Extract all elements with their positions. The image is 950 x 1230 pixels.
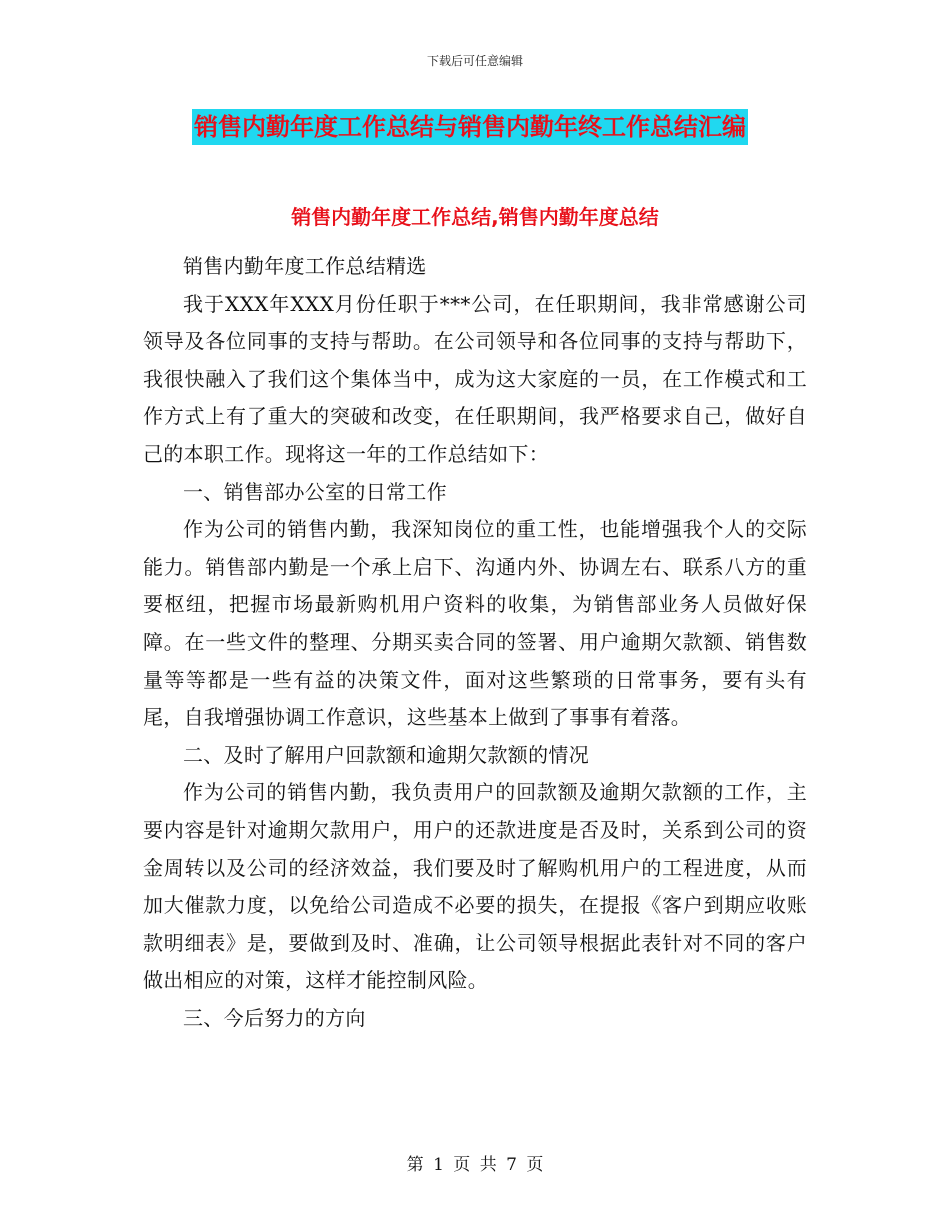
page-header-note: 下载后可任意编辑 [426, 54, 523, 68]
document-body [143, 248, 807, 1037]
section-heading-3: 三、今后努力的方向 [183, 1005, 366, 1030]
paragraph-intro: 我于XXX年XXX月份任职于***公司，在任职期间，我非常感谢公司领导及各位同事的支持与帮助。在公司领导和各位同事的支持与帮助下，我很快融入了我们这个集体当中，成为这大家庭的一员，在工作模式和工作方式上有了重大的突破和改变，在任职期间，我严格要求自己，做好自己的本职工作。现将这一年的工作总结如下： [143, 291, 807, 466]
sub-title: 销售内勤年度工作总结,销售内勤年度总结 [291, 205, 659, 229]
page-number-footer: 第 1 页 共 7 页 [406, 1155, 544, 1175]
section-heading-1: 一、销售部办公室的日常工作 [183, 479, 447, 504]
paragraph-section-2: 作为公司的销售内勤，我负责用户的回款额及逾期欠款额的工作，主要内容是针对逾期欠款用户，用户的还款进度是否及时，关系到公司的资金周转以及公司的经济效益，我们要及时了解购机用户的工程进度，从而加大催款力度，以免给公司造成不必要的损失，在提报《客户到期应收账款明细表》是，要做到及时、准确，让公司领导根据此表针对不同的客户做出相应的对策，这样才能控制风险。 [143, 780, 807, 993]
main-title: 销售内勤年度工作总结与销售内勤年终工作总结汇编 [192, 109, 748, 145]
main-title-container [192, 109, 802, 145]
section-heading-2: 二、及时了解用户回款额和逾期欠款额的情况 [183, 742, 589, 767]
section-intro-heading: 销售内勤年度工作总结精选 [183, 254, 427, 278]
paragraph-section-1: 作为公司的销售内勤，我深知岗位的重工性，也能增强我个人的交际能力。销售部内勤是一个承上启下、沟通内外、协调左右、联系八方的重要枢纽，把握市场最新购机用户资料的收集，为销售部业务人员做好保障。在一些文件的整理、分期买卖合同的签署、用户逾期欠款额、销售数量等等都是一些有益的决策文件，面对这些繁琐的日常事务，要有头有尾，自我增强协调工作意识，这些基本上做到了事事有着落。 [143, 517, 807, 730]
